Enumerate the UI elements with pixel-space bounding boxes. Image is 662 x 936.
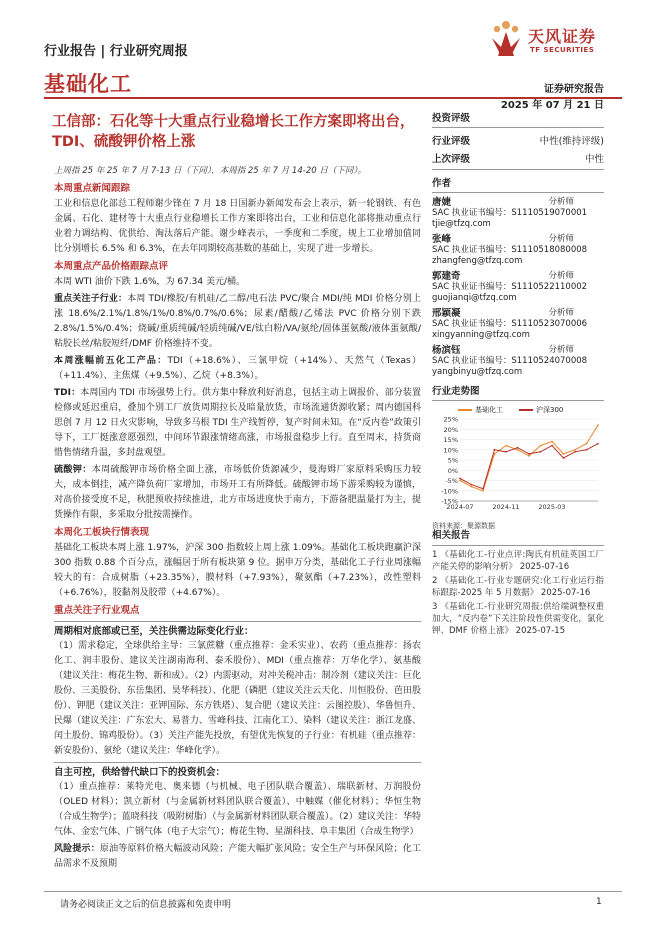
top-gainers-text: TDI（+18.6%）、三氯甲烷（+14%）、天然气（Texas）（+11.4%）、主焦煤（+9.5%）、乙烷（+8.3%）。 bbox=[54, 356, 421, 381]
section-sector-heading: 本周化工板块行情表现 bbox=[54, 527, 150, 538]
point-industry bbox=[551, 441, 553, 443]
analyst-role: 分析师 bbox=[548, 234, 574, 244]
point-csi300 bbox=[459, 478, 461, 480]
point-csi300 bbox=[494, 449, 496, 451]
point-csi300 bbox=[517, 447, 519, 449]
point-industry bbox=[540, 445, 542, 447]
legend-swatch-csi300 bbox=[519, 409, 533, 411]
related-report-item[interactable]: 2 《基础化工-行业专题研究:化工行业运行指标跟踪-2025 年 5 月数据》 2025-07-16 bbox=[432, 576, 604, 598]
analyst-name: 唐婕 bbox=[432, 197, 452, 208]
analyst-role: 分析师 bbox=[548, 197, 574, 207]
y-tick-label: -15% bbox=[441, 497, 458, 506]
previous-rating-label: 上次评级 bbox=[432, 154, 471, 165]
potassium-sulfate-lead: 硫酸钾： bbox=[54, 465, 92, 475]
top-gainers-lead: 本周涨幅前五化工产品： bbox=[54, 356, 168, 366]
oil-paragraph: 本周 WTI 油价下跌 1.6%，为 67.34 美元/桶。 bbox=[54, 277, 246, 287]
logo-text-en: TF SECURITIES bbox=[530, 46, 595, 54]
analyst-role: 分析师 bbox=[548, 308, 574, 318]
cycle-bottom-box bbox=[54, 621, 421, 759]
analyst-name: 杨滨钰 bbox=[432, 345, 461, 356]
point-industry bbox=[574, 449, 576, 451]
chart-source: 资料来源：聚源数据 bbox=[432, 522, 495, 530]
related-reports bbox=[432, 530, 604, 639]
analyst-panel bbox=[432, 175, 604, 382]
point-industry bbox=[563, 453, 565, 455]
legend-label-csi300: 沪深300 bbox=[536, 406, 564, 414]
y-tick-label: 20% bbox=[443, 425, 458, 434]
analyst-entry bbox=[432, 271, 604, 304]
analyst-cert: SAC 执业证书编号：S1110519070001 bbox=[432, 208, 588, 218]
news-paragraph: 工业和信息化部总工程师谢少锋在 7 月 18 日国新办新闻发布会上表示，新一轮钢铁、有色金属、石化、建材等十大重点行业稳增长工作方案即将出台，工业和信息化部将推动重点行业着力调结构、优供给、淘汰落后产能。谢少峰表示，一季度和二季度，规上工业增加值同比分别增长 6.5% 和 6.3%，在去年同期较高基数的基础上，实现了进一步增长。 bbox=[54, 199, 421, 254]
report-type: 证券研究报告 bbox=[544, 84, 604, 95]
point-csi300 bbox=[505, 451, 507, 453]
legend-item-industry bbox=[458, 405, 503, 415]
y-tick-label: 25% bbox=[443, 415, 458, 424]
chart-legend bbox=[458, 405, 604, 415]
y-tick-label: 15% bbox=[443, 436, 458, 444]
report-headline: 工信部：石化等十大重点行业稳增长工作方案即将出台，TDI、硫酸钾价格上涨 bbox=[52, 114, 415, 150]
x-tick-label: 2024-11 bbox=[492, 503, 520, 511]
footer-divider bbox=[44, 891, 622, 892]
y-tick-label: 5% bbox=[447, 456, 458, 465]
industry-rating-row bbox=[432, 133, 604, 147]
risk-paragraph bbox=[54, 842, 421, 872]
y-tick-label: 0% bbox=[447, 466, 458, 475]
analyst-heading: 作者 bbox=[432, 175, 604, 193]
point-industry bbox=[459, 480, 461, 482]
report-category: 行业报告 | 行业研究周报 bbox=[44, 44, 188, 59]
top-gainers-paragraph bbox=[54, 354, 421, 384]
analyst-cert: SAC 执业证书编号：S1110524070008 bbox=[432, 356, 588, 366]
tdi-lead: TDI： bbox=[54, 388, 81, 398]
point-industry bbox=[505, 445, 507, 447]
related-heading: 相关报告 bbox=[432, 530, 604, 546]
previous-rating-value: 中性 bbox=[584, 154, 604, 165]
section-news-heading: 本周重点新闻跟踪 bbox=[54, 183, 131, 194]
industry-rating-value: 中性(维持评级) bbox=[539, 136, 604, 147]
investment-rating bbox=[432, 110, 604, 174]
trend-panel bbox=[432, 383, 604, 531]
logo-mark-icon bbox=[488, 20, 524, 58]
industry-title: 基础化工 bbox=[44, 72, 132, 96]
previous-rating-row bbox=[432, 151, 604, 170]
point-industry bbox=[586, 443, 588, 445]
analyst-name: 邢颖凝 bbox=[432, 308, 461, 319]
analyst-name: 郭建奇 bbox=[432, 271, 461, 282]
trend-chart bbox=[432, 415, 604, 515]
industry-rating-label: 行业评级 bbox=[432, 136, 471, 147]
x-tick-label: 2025-03 bbox=[538, 503, 566, 511]
section-views-heading: 重点关注子行业观点 bbox=[54, 605, 140, 616]
related-report-item[interactable]: 1 《基础化工-行业点评:陶氏有机硅英国工厂产能关停的影响分析》 2025-07-16 bbox=[432, 550, 604, 572]
report-date: 2025 年 07 月 21 日 bbox=[500, 100, 604, 111]
sector-paragraph: 基础化工板块本周上涨 1.97%，沪深 300 指数较上周上涨 1.09%。基础化工板块跑赢沪深 300 指数 0.88 个百分点，涨幅居于所有板块第 9 位。据申万分类，基础化工子行业周涨幅较大的有：合成树脂（+23.35%），膜材料（+7.93%），聚氨酯（+7.23%），改性塑料（+6.76%），胶黏剂及胶带（+4.67%）。 bbox=[54, 543, 421, 598]
analyst-email[interactable]: xingyanning@tfzq.com bbox=[432, 330, 530, 340]
logo-text-cn: 天风证券 bbox=[528, 27, 597, 46]
analyst-cert: SAC 执业证书编号：S1110523070006 bbox=[432, 319, 588, 329]
point-csi300 bbox=[540, 451, 542, 453]
analyst-role: 分析师 bbox=[548, 271, 574, 281]
trend-heading: 行业走势图 bbox=[432, 383, 604, 401]
page-number: 1 bbox=[596, 897, 602, 907]
tdi-paragraph bbox=[54, 386, 421, 461]
legend-swatch-industry bbox=[458, 409, 472, 411]
point-csi300 bbox=[471, 484, 473, 486]
legend-item-csi300 bbox=[519, 405, 563, 415]
point-csi300 bbox=[482, 488, 484, 490]
y-tick-label: -5% bbox=[445, 477, 458, 485]
analyst-entry bbox=[432, 345, 604, 378]
section-products-heading: 本周重点产品价格跟踪点评 bbox=[54, 261, 169, 272]
point-industry bbox=[597, 424, 599, 426]
point-csi300 bbox=[586, 449, 588, 451]
cycle-bottom-text: （1）需求稳定，全球供给主导：三氯蔗糖（重点推荐：金禾实业）、农药（重点推荐：扬农化工、润丰股份、建议关注湖南海利、泰禾股份）、MDI（重点推荐：万华化学）、氨基酸（建议关注：梅花生物、新和成）。（2）内需驱动，对冲关税冲击：制冷剂（建议关注：巨化股份、三美股份、东岳集团、昊华科技）、化肥（磷肥（建议关注云天化、川恒股份、芭田股份）、钾肥（建议关注：亚钾国际、东方铁塔）、复合肥（建议关注：云图控股）、华鲁恒升、民爆（建议关注：广东宏大、易普力、雪峰科技、江南化工）、染料（建议关注：浙江龙盛、闰土股份、锦鸡股份）。（3）关注产能先投放，有望优先恢复的子行业：有机硅（重点推荐：新安股份）、氨纶（建议关注：华峰化学）。 bbox=[54, 641, 421, 756]
x-tick-label: 2024-07 bbox=[446, 503, 474, 511]
self-reliance-text: （1）重点推荐：莱特光电、奥来德（与机械、电子团队联合覆盖）、瑞联新材、万润股份（OLED 材料）；凯立新材（与金属新材料团队联合覆盖）、中触媒（催化材料）；华恒生物（合成生物学）；蓝晓科技（吸附树脂）（与金属新材料团队联合覆盖）。（2）建议关注：华特气体、金宏气体、广钢气体（电子大宗气）；梅花生物、星湖科技、阜丰集团（合成生物学） bbox=[54, 782, 421, 837]
focus-lead: 重点关注子行业： bbox=[54, 294, 128, 304]
point-csi300 bbox=[574, 451, 576, 453]
risk-text: 原油等原料价格大幅波动风险；产能大幅扩张风险；安全生产与环保风险；化工品需求不及预期 bbox=[54, 844, 421, 869]
analyst-email[interactable]: guojianqi@tfzq.com bbox=[432, 293, 517, 303]
cycle-bottom-title: 周期相对底部或已至，关注供需边际变化行业： bbox=[54, 626, 254, 637]
point-industry bbox=[471, 486, 473, 488]
analyst-cert: SAC 执业证书编号：S1110518080008 bbox=[432, 245, 588, 255]
analyst-name: 张峰 bbox=[432, 234, 452, 245]
focus-paragraph bbox=[54, 292, 421, 352]
title-divider bbox=[44, 97, 622, 99]
risk-lead: 风险提示： bbox=[54, 844, 100, 854]
related-report-item[interactable]: 3 《基础化工-行业研究周报:供给端调整权重加大，“反内卷”下关注阶段性供需变化，氯化钾、DMF 价格上涨》 2025-07-15 bbox=[432, 602, 604, 636]
point-industry bbox=[482, 490, 484, 492]
potassium-sulfate-paragraph bbox=[54, 463, 421, 523]
analyst-email[interactable]: yangbinyu@tfzq.com bbox=[432, 367, 523, 377]
point-csi300 bbox=[551, 445, 553, 447]
self-reliance-title: 自主可控，供给替代缺口下的投资机会： bbox=[54, 767, 226, 778]
analyst-entry bbox=[432, 308, 604, 341]
period-note: 上周指 25 年 25 年 7 月 7-13 日（下同），本周指 25 年 7 月 14-20 日（下同）。 bbox=[54, 166, 367, 176]
y-tick-label: -10% bbox=[441, 487, 458, 496]
focus-text: 本周 TDI/橡胶/有机硅/乙二醇/电石法 PVC/聚合 MDI/纯 MDI 价格分别上涨 18.6%/2.1%/1.8%/1%/0.8%/0.7%/0.6%；尿素/醋酸/乙烯法 PVC 价格分别下跌 2.8%/1.5%/0.4%；烧碱/重质纯碱/轻质纯碱/VE/钛白粉/VA/氨纶/固体蛋氨酸/液体蛋氨酸/粘胶长丝/粘胶短纤/DMF 价格维持不变。 bbox=[54, 294, 421, 349]
series-line-csi300 bbox=[460, 444, 598, 489]
point-csi300 bbox=[597, 443, 599, 445]
company-logo bbox=[488, 20, 628, 60]
main-content bbox=[54, 164, 421, 874]
analyst-email[interactable]: zhangfeng@tfzq.com bbox=[432, 256, 523, 266]
analyst-entry bbox=[432, 234, 604, 267]
analyst-role: 分析师 bbox=[548, 345, 574, 355]
rating-heading: 投资评级 bbox=[432, 110, 604, 128]
analyst-email[interactable]: tjie@tfzq.com bbox=[432, 219, 491, 229]
disclaimer-text: 请务必阅读正文之后的信息披露和免责申明 bbox=[60, 900, 232, 910]
legend-label-industry: 基础化工 bbox=[475, 406, 503, 414]
point-industry bbox=[517, 449, 519, 451]
tdi-text: 本周国内 TDI 市场强势上行。供方集中释放利好消息，包括主动上调报价、部分装置检修或延迟重启，叠加个别工厂放货周期拉长及暗量放货，市场流通货源收紧；周内德国科思创 7 月 12 日火灾影响，导致多马根 TDI 生产线暂停，复产时间未知。在“反内卷”政策引导下，工厂挺涨意愿强烈，中间环节跟涨情绪高涨，市场报盘稳步上行。直至周末，持货商惜售情绪升温，多封盘观望。 bbox=[54, 388, 421, 458]
point-industry bbox=[528, 455, 530, 457]
point-csi300 bbox=[528, 453, 530, 455]
potassium-sulfate-text: 本周硫酸钾市场价格全面上涨，市场低价货源减少，曼海姆厂家原料采购压力较大，成本倒挂，减产降负荷厂家增加，市场开工有所降低。硫酸钾市场下游采购较为谨慎，对高价接受度不足，秋肥预收持续推进，北方市场进度快于南方，下游备肥温量打为主，提货操作有限，多采取分批按需操作。 bbox=[54, 465, 421, 520]
y-tick-label: 10% bbox=[443, 446, 458, 455]
self-reliance-box bbox=[54, 762, 421, 840]
series-line-industry bbox=[460, 425, 598, 491]
analyst-entry bbox=[432, 197, 604, 230]
analyst-cert: SAC 执业证书编号：S1110522110002 bbox=[432, 282, 588, 292]
point-csi300 bbox=[563, 457, 565, 459]
